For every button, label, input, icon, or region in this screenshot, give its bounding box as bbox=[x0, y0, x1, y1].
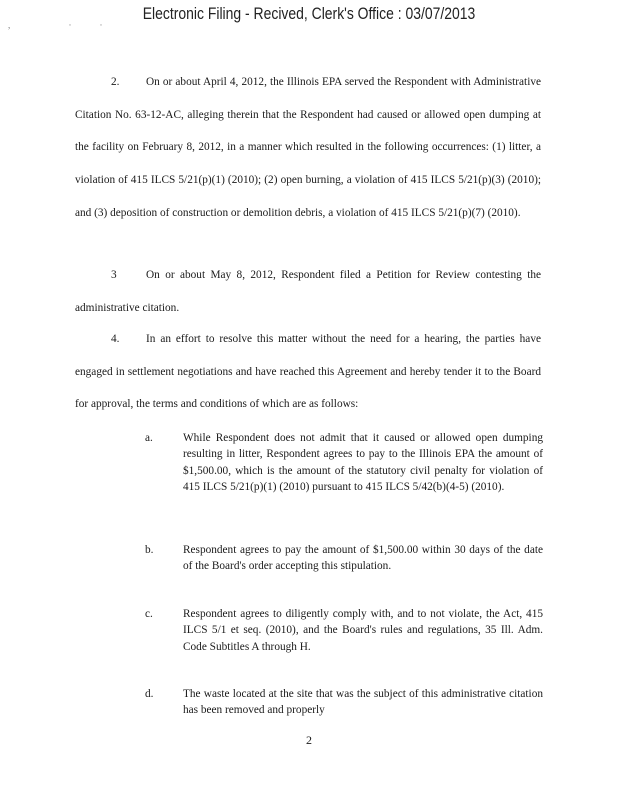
item-letter: d. bbox=[145, 688, 154, 700]
page-number: 2 bbox=[306, 733, 312, 747]
paragraph-2 bbox=[75, 66, 541, 230]
item-text: Respondent agrees to pay the amount of $1,500.00 within 30 days of the date of the Board's order accepting this stipulation. bbox=[183, 544, 543, 573]
item-text: The waste located at the site that was the subject of this administrative citation has been removed and properly bbox=[183, 688, 543, 717]
filing-header: Electronic Filing - Recived, Clerk's Office : 03/07/2013 bbox=[142, 4, 476, 23]
paragraph-3 bbox=[75, 259, 541, 324]
item-letter: b. bbox=[145, 544, 154, 556]
paragraph-text: On or about May 8, 2012, Respondent filed a Petition for Review contesting the administrative citation. bbox=[75, 269, 541, 314]
paragraph-number: 3 bbox=[111, 269, 117, 281]
paragraph-number: 2. bbox=[111, 76, 120, 88]
paragraph-text: On or about April 4, 2012, the Illinois EPA served the Respondent with Administrative Citation No. 63-12-AC, alleging therein that the Respondent had caused or allowed open dumping at the facility on February 8, 2012, in a manner which resulted in the following occurrences: (1) litter, a violation of 415 ILCS 5/21(p)(1) (2010); (2) open burning, a violation of 415 ILCS 5/21(p)(3) (2010); and (3) deposition of construction or demolition debris, a violation of 415 ILCS 5/21(p)(7) (2010). bbox=[75, 76, 541, 219]
paragraph-number: 4. bbox=[111, 333, 120, 345]
item-letter: a. bbox=[145, 432, 153, 444]
item-letter: c. bbox=[145, 608, 153, 620]
item-text: Respondent agrees to diligently comply with, and to not violate, the Act, 415 ILCS 5/1 et seq. (2010), and the Board's rules and regulations, 35 Ill. Adm. Code Subtitles A through H. bbox=[183, 608, 543, 653]
scan-specks: , ·· bbox=[8, 20, 131, 30]
paragraph-4 bbox=[75, 323, 541, 421]
paragraph-text: In an effort to resolve this matter without the need for a hearing, the parties have engaged in settlement negotiations and have reached this Agreement and hereby tender it to the Board for approval, the terms and conditions of which are as follows: bbox=[75, 333, 541, 411]
item-text: While Respondent does not admit that it caused or allowed open dumping resulting in litter, Respondent agrees to pay to the Illinois EPA the amount of $1,500.00, which is the amount of the statutory civil penalty for violation of 415 ILCS 5/21(p)(1) (2010) pursuant to 415 ILCS 5/42(b)(4-5) (2010). bbox=[183, 432, 543, 494]
